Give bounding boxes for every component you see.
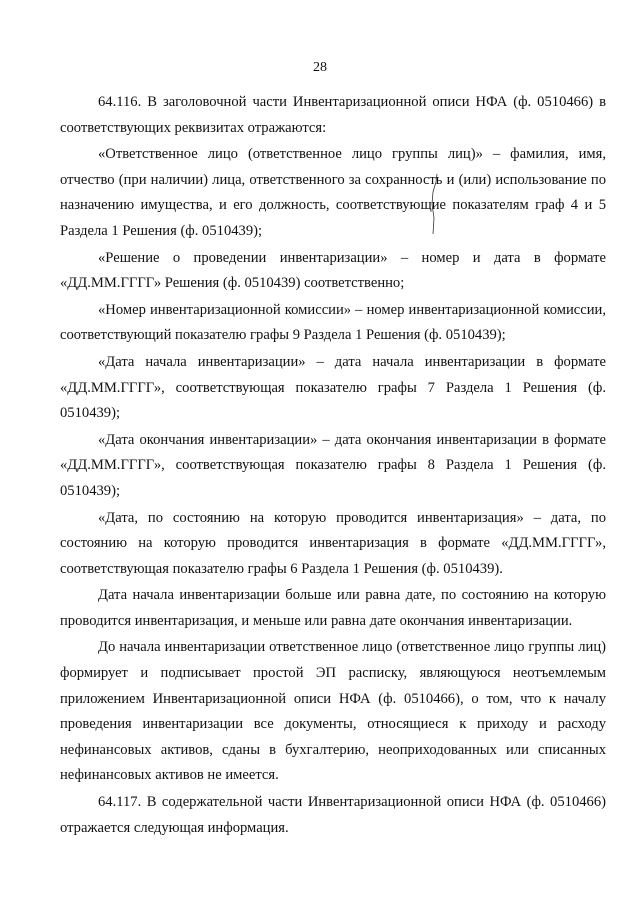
paragraph-receipt: До начала инвентаризации ответственное лицо (ответственное лицо группы лиц) формирует и подписывает простой ЭП расписку, являющуюся неотъемлемым приложением Инвентаризационной описи НФА (ф. 0510466), о том, что к началу проведения инвентаризации все документы, относящиеся к приходу и расходу нефинансовых активов, сданы в бухгалтерию, неоприходованных или списанных нефинансовых активов не имеется. [60,639,606,784]
paragraph-start-date: «Дата начала инвентаризации» – дата начала инвентаризации в формате «ДД.ММ.ГГГГ», соответствующая показателю графы 7 Раздела 1 Решения (ф. 0510439); [60,353,606,422]
paragraph-commission-number: «Номер инвентаризационной комиссии» – номер инвентаризационной комиссии, соответствующий показателю графы 9 Раздела 1 Решения (ф. 0510439); [60,301,606,344]
paragraph-64-116-intro: 64.116. В заголовочной части Инвентаризационной описи НФА (ф. 0510466) в соответствующих реквизитах отражаются: [60,94,606,136]
paragraph-inventory-decision: «Решение о проведении инвентаризации» – номер и дата в формате «ДД.ММ.ГГГГ» Решения (ф. 0510439) соответственно; [60,249,606,292]
page-number: 28 [313,60,327,75]
paragraph-as-of-date: «Дата, по состоянию на которую проводится инвентаризация» – дата, по состоянию на которую проводится инвентаризация в формате «ДД.ММ.ГГГГ», соответствующая показателю графы 6 Раздела 1 Решения (ф. 0510439). [60,509,606,577]
document-body [60,90,606,842]
paragraph-date-rule: Дата начала инвентаризации больше или равна дате, по состоянию на которую проводится инвентаризация, и меньше или равна дате окончания инвентаризации. [60,587,606,629]
paragraph-end-date: «Дата окончания инвентаризации» – дата окончания инвентаризации в формате «ДД.ММ.ГГГГ», соответствующая показателю графы 8 Раздела 1 Решения (ф. 0510439); [60,431,606,499]
paragraph-64-117: 64.117. В содержательной части Инвентаризационной описи НФА (ф. 0510466) отражается следующая информация. [60,794,606,836]
paragraph-responsible-person: «Ответственное лицо (ответственное лицо группы лиц)» – фамилия, имя, отчество (при наличии) лица, ответственного за сохранность и (или) использование по назначению имущества, и его должность, соответствующие показателям граф 4 и 5 Раздела 1 Решения (ф. 0510439); [60,146,606,239]
